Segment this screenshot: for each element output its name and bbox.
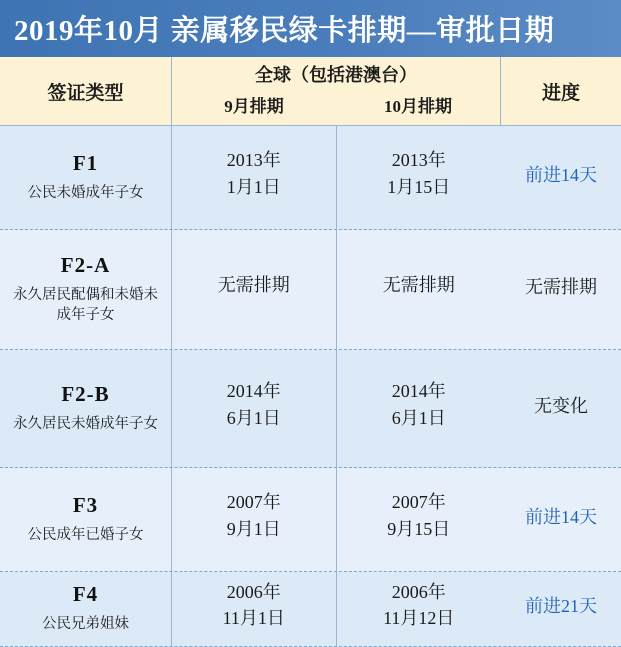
- october-date-cell: [337, 230, 502, 349]
- september-date-line2: 11月1日: [222, 608, 285, 628]
- october-date-cell: [337, 126, 502, 229]
- header-region-label: 全球（包括港澳台）: [255, 65, 417, 85]
- october-date-line2: 9月15日: [387, 518, 451, 539]
- visa-type-cell: [0, 126, 172, 229]
- visa-code: F3: [72, 492, 99, 517]
- visa-description: 公民未婚成年子女: [27, 184, 144, 201]
- header-visa-type: 签证类型: [0, 57, 172, 125]
- october-date-cell: [337, 468, 502, 571]
- october-date-line2: 11月12日: [383, 608, 455, 628]
- visa-description: 公民兄弟姐妹: [42, 616, 129, 633]
- september-date-cell: [172, 468, 337, 571]
- october-date-line1: 2013年: [391, 150, 446, 171]
- table-row: [0, 126, 621, 230]
- september-date-line2: 1月1日: [226, 176, 281, 197]
- september-date-line1: 2013年: [226, 150, 281, 171]
- visa-description: 永久居民配偶和未婚未成年子女: [13, 286, 158, 323]
- october-date-line1: 2007年: [391, 492, 446, 513]
- progress-cell: 前进14天: [525, 506, 597, 527]
- page-title: 2019年10月 亲属移民绿卡排期—审批日期: [14, 15, 555, 47]
- october-date-cell: [337, 572, 502, 646]
- september-date-cell: [172, 230, 337, 349]
- september-date-line1: 2007年: [226, 492, 281, 513]
- visa-description: 公民成年已婚子女: [27, 526, 144, 543]
- table-row: [0, 350, 621, 468]
- table-row: [0, 468, 621, 572]
- visa-type-cell: [0, 468, 172, 571]
- table-row: [0, 572, 621, 647]
- visa-description: 永久居民未婚成年子女: [13, 415, 158, 432]
- header-progress: 进度: [541, 82, 580, 104]
- header-region-group: [172, 57, 501, 125]
- september-date-line2: 6月1日: [226, 407, 281, 428]
- visa-type-cell: [0, 350, 172, 467]
- september-date-cell: [172, 572, 337, 646]
- september-date-line2: 9月1日: [226, 518, 281, 539]
- october-date-line1: 2006年: [391, 581, 446, 602]
- table-row: [0, 230, 621, 350]
- september-date-line1: 2014年: [226, 381, 281, 402]
- header-sep-column: 9月排期: [224, 97, 284, 116]
- visa-code: F2-B: [61, 381, 110, 406]
- september-date-cell: [172, 126, 337, 229]
- progress-cell: 前进14天: [525, 164, 597, 185]
- title-bar: [0, 0, 621, 57]
- october-date-line1: 2014年: [391, 381, 446, 402]
- visa-code: F2-A: [60, 252, 111, 277]
- visa-type-cell: [0, 572, 172, 646]
- progress-cell: 无变化: [534, 395, 588, 416]
- progress-cell: 无需排期: [525, 276, 597, 297]
- october-date-cell: [337, 350, 502, 467]
- table-header-row: [0, 57, 621, 126]
- visa-type-cell: [0, 230, 172, 349]
- progress-cell: 前进21天: [525, 596, 597, 616]
- october-date-line2: 6月1日: [391, 407, 446, 428]
- september-date-line1: 2006年: [226, 581, 281, 602]
- october-date-line1: 无需排期: [382, 275, 455, 296]
- visa-code: F1: [72, 150, 99, 175]
- september-date-line1: 无需排期: [217, 275, 290, 296]
- header-oct-column: 10月排期: [384, 97, 452, 116]
- october-date-line2: 1月15日: [387, 176, 451, 197]
- visa-code: F4: [72, 582, 99, 607]
- september-date-cell: [172, 350, 337, 467]
